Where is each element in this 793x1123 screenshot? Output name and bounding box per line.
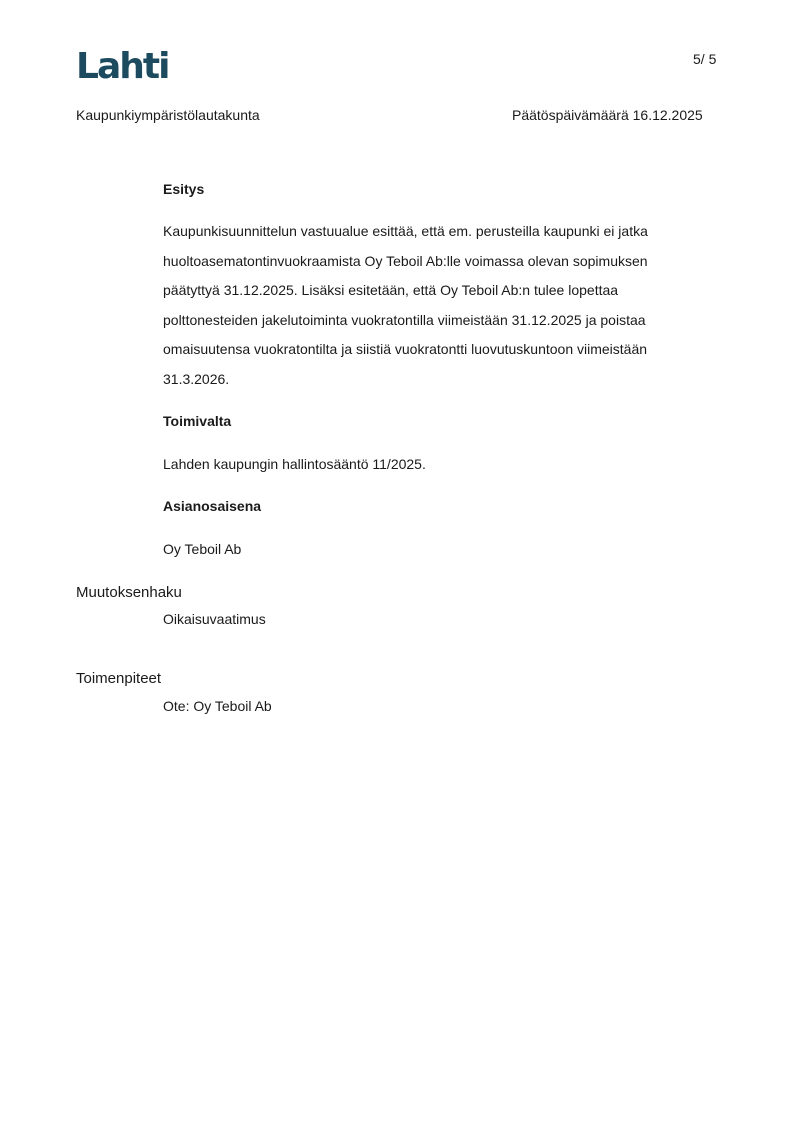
esitys-line: huoltoasematontinvuokraamista Oy Teboil Ab:lle voimassa olevan sopimuksen [163, 252, 648, 269]
lahti-logo [76, 47, 168, 83]
toimenpiteet-text: Ote: Oy Teboil Ab [163, 698, 272, 714]
page-number: 5/ 5 [693, 51, 717, 67]
organization-name: Kaupunkiympäristölautakunta [76, 107, 260, 123]
esitys-line: päätyttyä 31.12.2025. Lisäksi esitetään, että Oy Teboil Ab:n tulee lopettaa [163, 282, 619, 298]
toimivalta-text: Lahden kaupungin hallintosääntö 11/2025. [163, 456, 426, 472]
esitys-paragraph [163, 217, 708, 394]
esitys-line: omaisuutensa vuokratontilta ja siistiä vuokratontti luovutuskuntoon viimeistään [163, 341, 648, 357]
toimivalta-heading: Toimivalta [163, 413, 232, 429]
asianosaisena-text: Oy Teboil Ab [163, 541, 242, 557]
muutoksenhaku-text: Oikaisuvaatimus [163, 611, 266, 627]
esitys-heading: Esitys [163, 181, 205, 197]
svg-text:Lahti: Lahti [76, 47, 168, 83]
esitys-line: 31.3.2026. [163, 370, 230, 387]
toimenpiteet-heading: Toimenpiteet [76, 670, 162, 687]
asianosaisena-heading: Asianosaisena [163, 498, 262, 514]
esitys-line: polttonesteiden jakelutoiminta vuokratontilla viimeistään 31.12.2025 ja poistaa [163, 311, 646, 328]
decision-date: Päätöspäivämäärä 16.12.2025 [512, 107, 703, 123]
muutoksenhaku-heading: Muutoksenhaku [76, 584, 182, 601]
esitys-line: Kaupunkisuunnittelun vastuualue esittää, että em. perusteilla kaupunki ei jatka [163, 223, 648, 239]
